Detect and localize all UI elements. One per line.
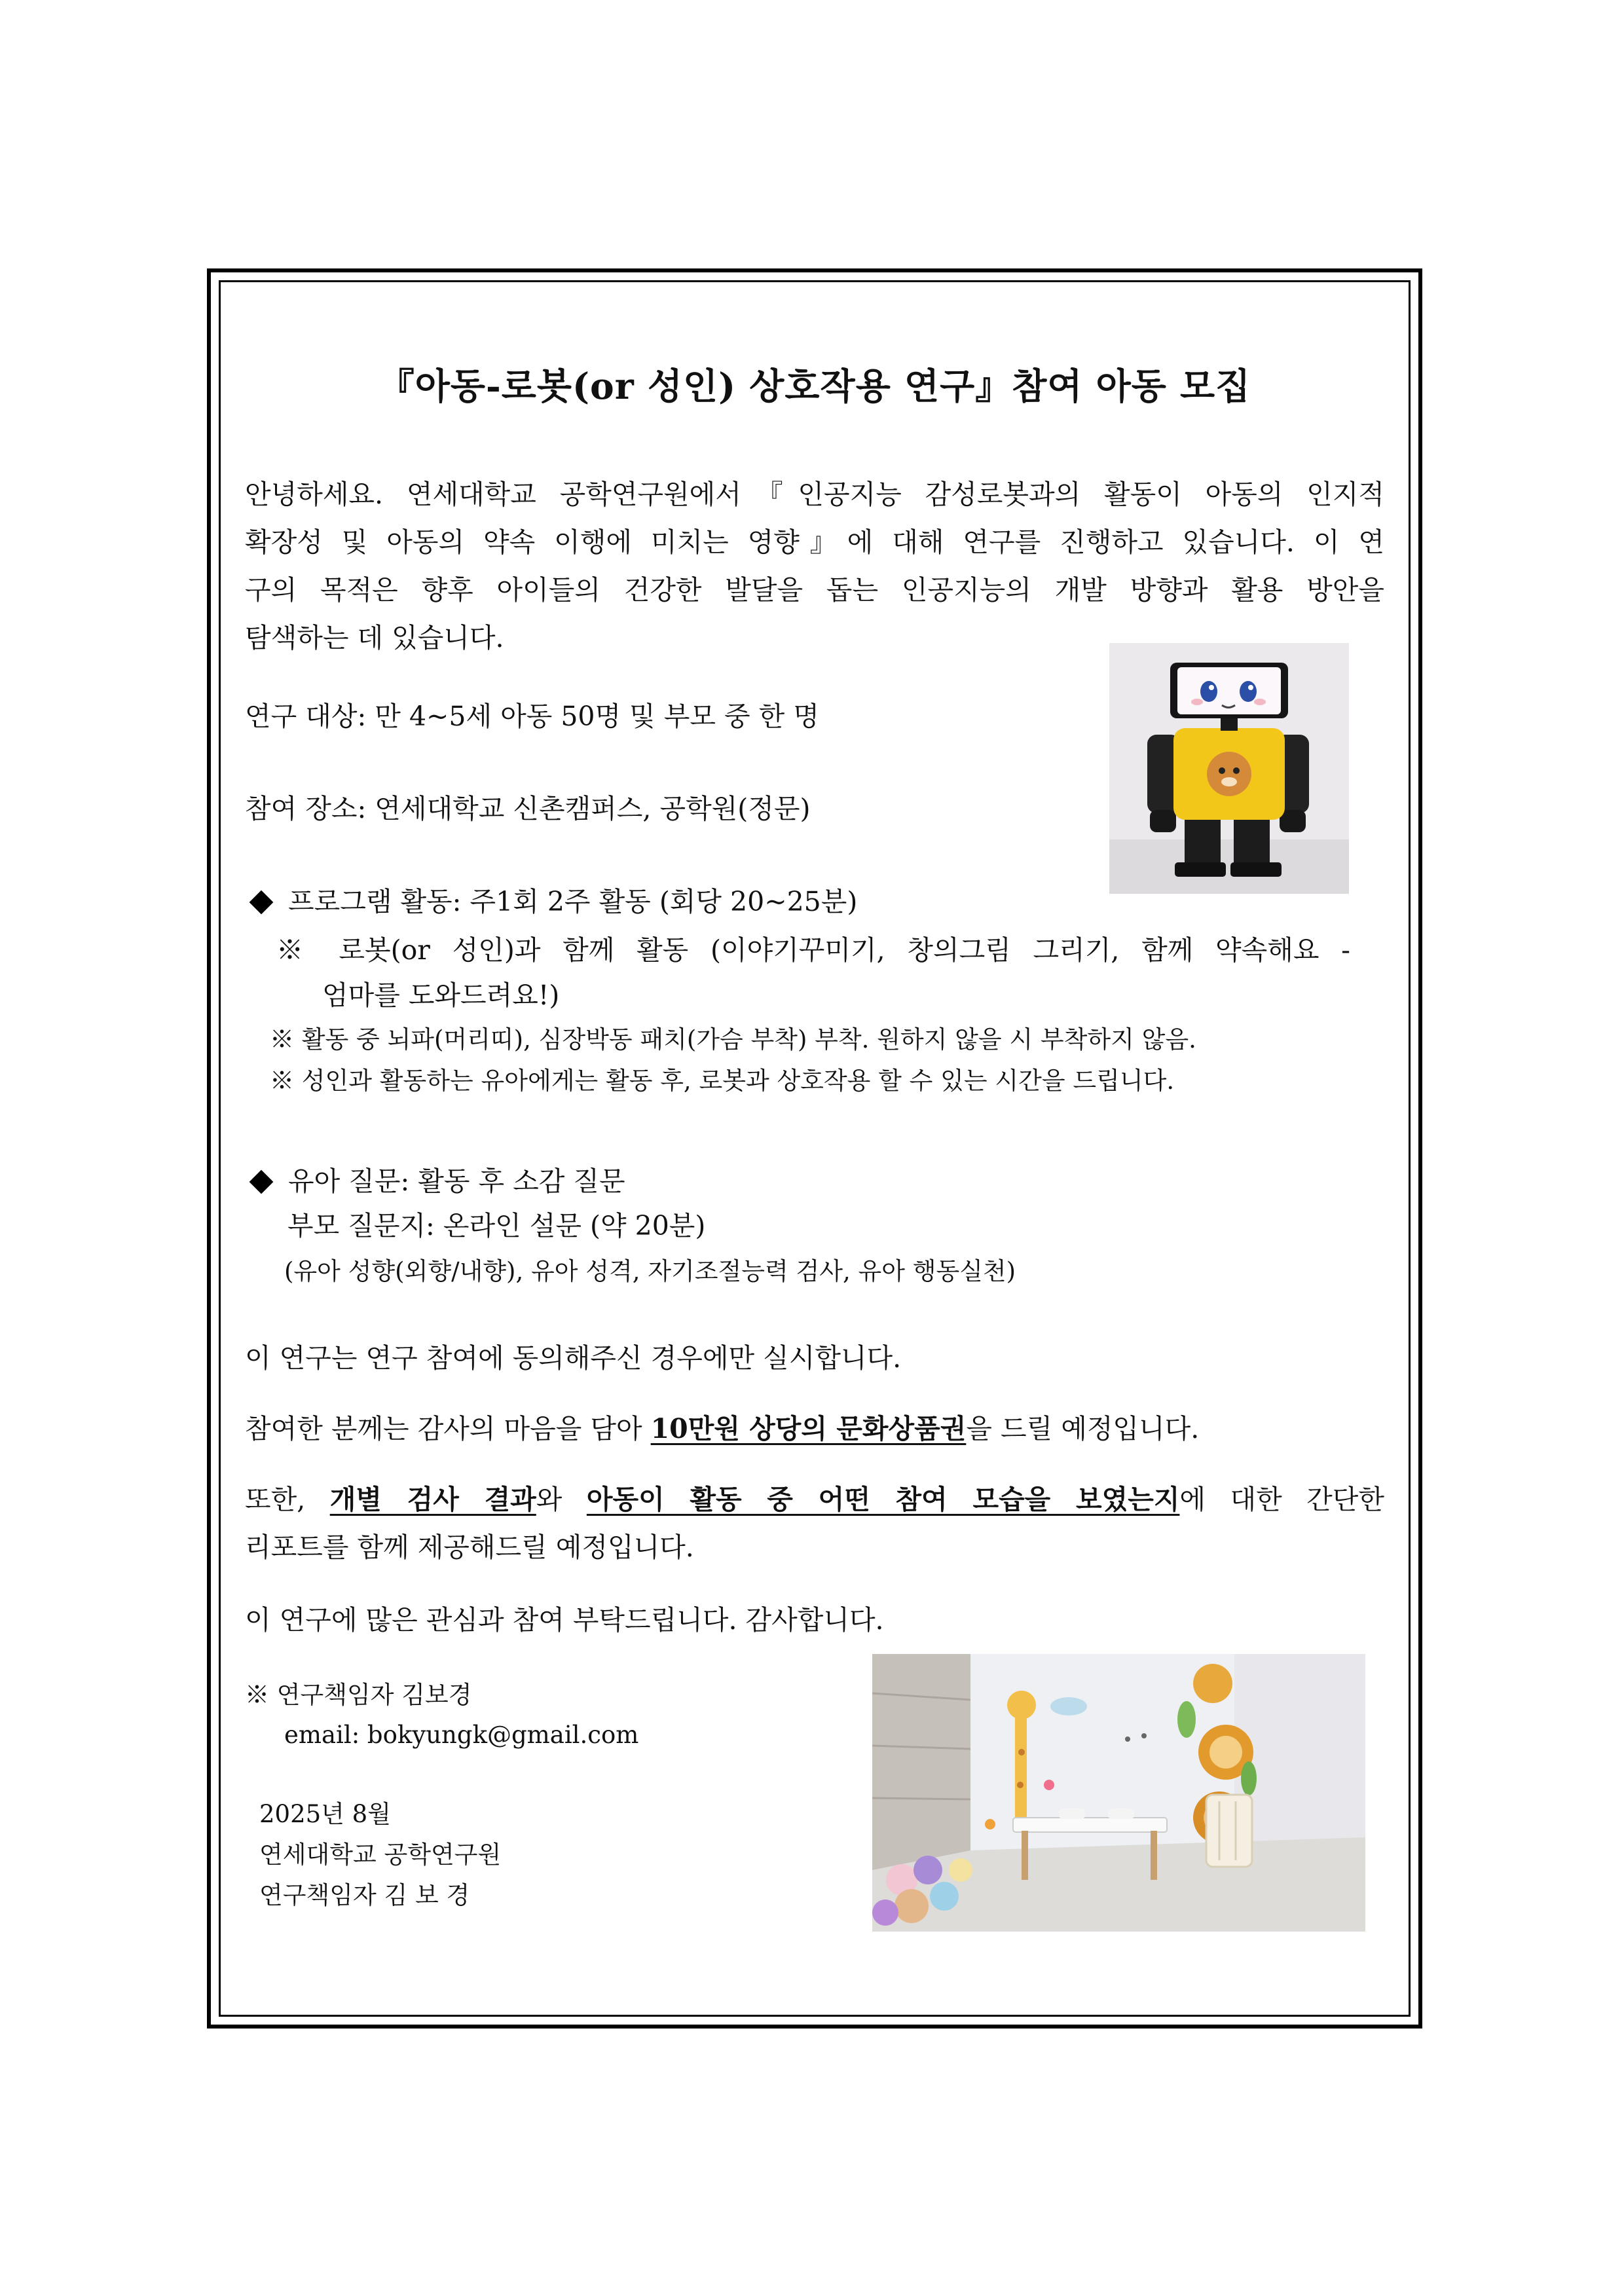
closing-text: 이 연구에 많은 관심과 참여 부탁드립니다. 감사합니다. bbox=[245, 1604, 884, 1636]
report-suffix: 에 대한 간단한 bbox=[1179, 1484, 1384, 1515]
diamond-bullet-icon bbox=[249, 890, 274, 914]
intro-line-3: 구의 목적은 향후 아이들의 건강한 발달을 돕는 인공지능의 개발 방향과 활용 방안을 bbox=[245, 574, 1384, 606]
report-highlight-2: 아동이 활동 중 어떤 참여 모습을 보였는지 bbox=[586, 1484, 1180, 1515]
poster-border bbox=[207, 268, 1422, 2029]
questions-heading bbox=[245, 1158, 625, 1205]
program-heading-text: 프로그램 활동: 주1회 2주 활동 (회당 20~25분) bbox=[288, 886, 858, 917]
reward-highlight: 10만원 상당의 문화상품권 bbox=[650, 1413, 967, 1444]
program-note-3: ※ 성인과 활동하는 유아에게는 활동 후, 로봇과 상호작용 할 수 있는 시간을 드립니다. bbox=[270, 1067, 1175, 1095]
report-line-2: 리포트를 함께 제공해드릴 예정입니다. bbox=[245, 1532, 694, 1563]
playroom-photo bbox=[872, 1654, 1365, 1932]
pi-email[interactable]: email: bokyungk@gmail.com bbox=[284, 1721, 639, 1749]
reward-after: 을 드릴 예정입니다. bbox=[966, 1413, 1200, 1444]
questions-heading-text: 유아 질문: 활동 후 소감 질문 bbox=[288, 1166, 625, 1197]
program-note-1-cont: 엄마를 도와드려요!) bbox=[322, 980, 560, 1011]
reward-before: 참여한 분께는 감사의 마음을 담아 bbox=[245, 1413, 651, 1444]
report-line-1 bbox=[245, 1476, 1384, 1524]
robot-illustration bbox=[1109, 643, 1349, 894]
page-title: 『아동-로봇(or 성인) 상호작용 연구』참여 아동 모집 bbox=[378, 365, 1251, 407]
robot-photo bbox=[1109, 643, 1349, 894]
report-prefix: 또한, bbox=[245, 1484, 330, 1515]
signature-org: 연세대학교 공학연구원 bbox=[259, 1841, 502, 1869]
intro-line-4: 탐색하는 데 있습니다. bbox=[245, 622, 504, 653]
parent-questionnaire: 부모 질문지: 온라인 설문 (약 20분) bbox=[287, 1210, 706, 1241]
reward-text bbox=[245, 1405, 1199, 1453]
signature-date: 2025년 8월 bbox=[259, 1800, 391, 1828]
signature-pi: 연구책임자 김 보 경 bbox=[259, 1881, 470, 1909]
playroom-illustration bbox=[872, 1654, 1365, 1932]
diamond-bullet-icon bbox=[249, 1169, 274, 1194]
questionnaire-detail: (유아 성향(외향/내향), 유아 성격, 자기조절능력 검사, 유아 행동실천) bbox=[284, 1257, 1016, 1285]
research-location: 참여 장소: 연세대학교 신촌캠퍼스, 공학원(정문) bbox=[245, 793, 811, 824]
program-note-1: ※ 로봇(or 성인)과 함께 활동 (이야기꾸미기, 창의그림 그리기, 함께 약속해요 - bbox=[276, 934, 1350, 966]
program-heading bbox=[245, 878, 857, 926]
report-highlight-1: 개별 검사 결과 bbox=[329, 1484, 536, 1515]
report-mid: 와 bbox=[536, 1484, 587, 1515]
consent-text: 이 연구는 연구 참여에 동의해주신 경우에만 실시합니다. bbox=[245, 1342, 902, 1374]
intro-line-2: 확장성 및 아동의 약속 이행에 미치는 영향』에 대해 연구를 진행하고 있습니다. 이 연 bbox=[245, 526, 1384, 558]
intro-line-1: 안녕하세요. 연세대학교 공학연구원에서『인공지능 감성로봇과의 활동이 아동의 인지적 bbox=[245, 479, 1384, 510]
pi-contact: ※ 연구책임자 김보경 bbox=[245, 1681, 472, 1709]
program-note-2: ※ 활동 중 뇌파(머리띠), 심장박동 패치(가슴 부착) 부착. 원하지 않을 시 부착하지 않음. bbox=[270, 1025, 1196, 1054]
research-target: 연구 대상: 만 4~5세 아동 50명 및 부모 중 한 명 bbox=[245, 701, 819, 732]
